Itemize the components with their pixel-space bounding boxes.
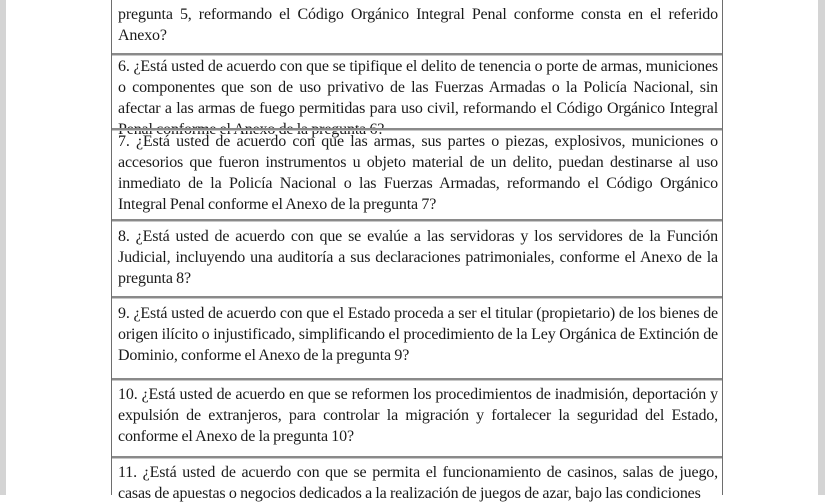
question-row-7: [112, 128, 722, 219]
question-row-5: [112, 0, 722, 53]
question-text: 7. ¿Está usted de acuerdo con que las armas, sus partes o piezas, explosivos, municiones o accesorios que fueron instrumentos u objeto material de un delito, puedan destinarse al uso inmediato de la Policía Nacional o las Fuerzas Armadas, reformando el Código Orgánico Integral Penal conforme el Anexo de la pregunta 7?: [118, 133, 718, 213]
question-row-6: [112, 53, 722, 138]
question-row-9: [112, 296, 722, 378]
page-edge-left: [0, 0, 6, 495]
referendum-questions-table: [111, 0, 723, 502]
question-text: 9. ¿Está usted de acuerdo con que el Estado proceda a ser el titular (propietario) de los bienes de origen ilícito o injustificado, simplificando el procedimiento de la Ley Orgánica de Extinción de Dominio, conforme el Anexo de la pregunta 9?: [118, 305, 718, 364]
question-row-8: [112, 219, 722, 296]
question-row-11: [112, 456, 722, 502]
question-text: 10. ¿Está usted de acuerdo en que se reformen los procedimientos de inadmisión, deportación y expulsión de extranjeros, para controlar la migración y fortalecer la seguridad del Estado, conforme el Anexo de la pregunta 10?: [118, 386, 718, 445]
page-edge-right: [818, 0, 825, 495]
question-text: 6. ¿Está usted de acuerdo con que se tipifique el delito de tenencia o porte de armas, municiones o componentes que son de uso privativo de las Fuerzas Armadas o la Policía Nacional, sin afectar a las armas de fuego permitidas para uso civil, reformando el Código Orgánico Integral Penal conforme el Anexo de la pregunta 6?: [118, 58, 718, 138]
question-text: pregunta 5, reformando el Código Orgánico Integral Penal conforme consta en el referido Anexo?: [118, 6, 718, 44]
question-text: 8. ¿Está usted de acuerdo con que se evalúe a las servidoras y los servidores de la Función Judicial, incluyendo una auditoría a sus declaraciones patrimoniales, conforme el Anexo de la pregunta 8?: [118, 228, 718, 287]
question-row-10: [112, 378, 722, 456]
question-text: 11. ¿Está usted de acuerdo con que se permita el funcionamiento de casinos, salas de juego, casas de apuestas o negocios dedicados a la realización de juegos de azar, bajo las condiciones: [118, 464, 718, 502]
